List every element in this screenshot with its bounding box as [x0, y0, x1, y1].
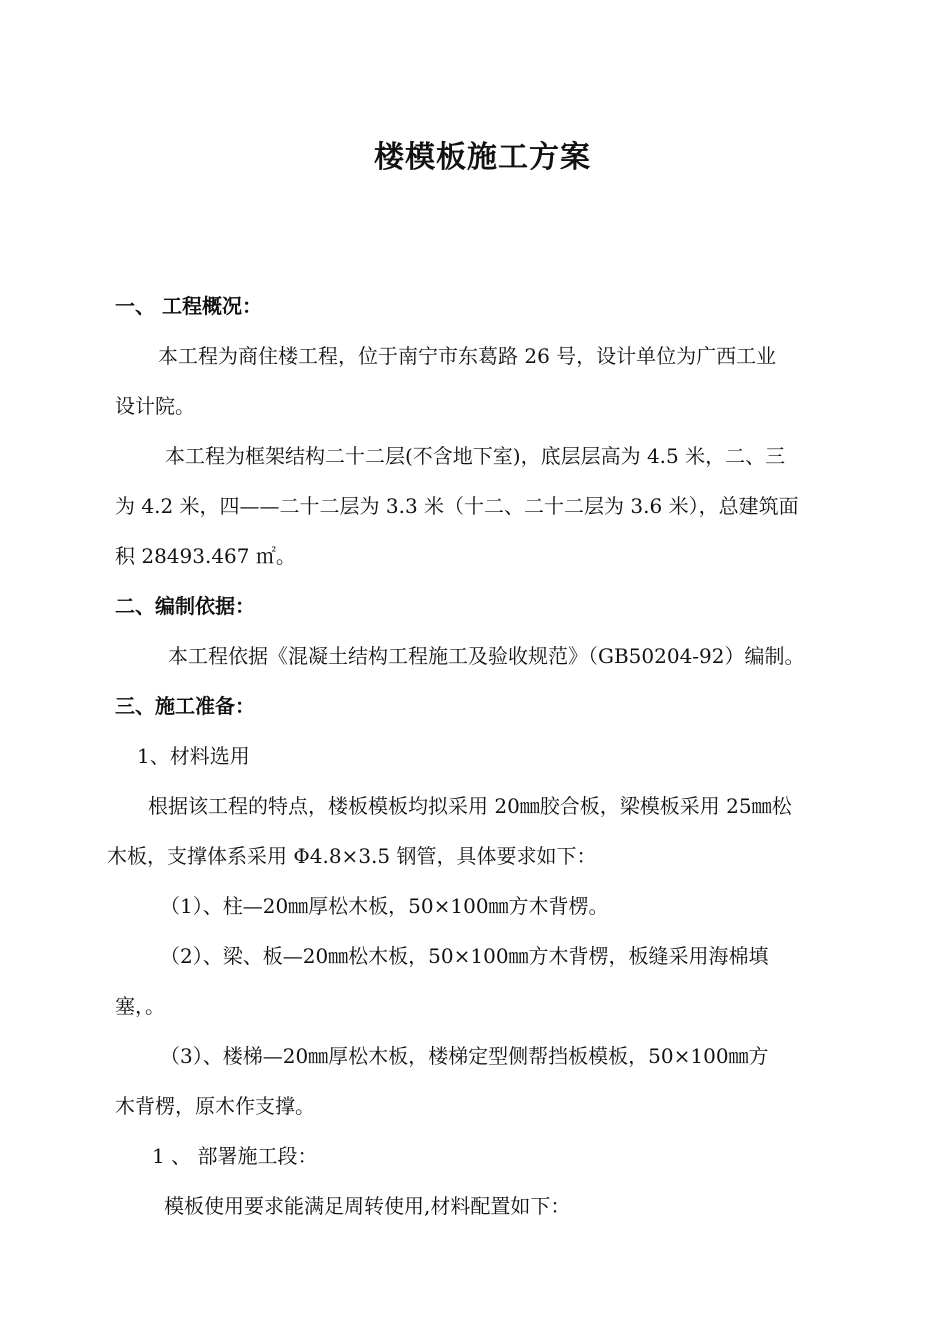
overview-paragraph-1-line-1: 本工程为商住楼工程，位于南宁市东葛路 26 号，设计单位为广西工业	[158, 344, 777, 368]
section-heading-basis: 二、编制依据：	[115, 594, 255, 618]
section-heading-preparation: 三、施工准备：	[115, 694, 255, 718]
overview-paragraph-1-line-2: 设计院。	[115, 394, 195, 418]
materials-item-3-line-2: 木背楞，原木作支撑。	[115, 1094, 315, 1118]
overview-paragraph-2-line-1: 本工程为框架结构二十二层(不含地下室)，底层层高为 4.5 米，二、三	[165, 444, 786, 468]
materials-paragraph-line-2: 木板，支撑体系采用 Φ4.8×3.5 钢管，具体要求如下：	[107, 844, 597, 868]
materials-item-2-line-2: 塞，。	[115, 994, 165, 1018]
materials-paragraph-line-1: 根据该工程的特点，楼板模板均拟采用 20㎜胶合板，梁模板采用 25㎜松	[148, 794, 792, 818]
overview-paragraph-2-line-3: 积 28493.467 ㎡。	[115, 544, 296, 568]
materials-item-2-line-1: （2）、梁、板—20㎜松木板，50×100㎜方木背楞，板缝采用海棉填	[160, 944, 769, 968]
basis-paragraph: 本工程依据《混凝土结构工程施工及验收规范》（GB50204-92）编制。	[168, 644, 805, 668]
subheading-deployment: 1 、 部署施工段：	[152, 1144, 318, 1168]
subheading-materials: 1、材料选用	[137, 744, 250, 768]
page-title: 楼模板施工方案	[374, 140, 591, 175]
materials-item-3-line-1: （3）、楼梯—20㎜厚松木板，楼梯定型侧帮挡板模板，50×100㎜方	[160, 1044, 769, 1068]
materials-item-1: （1）、柱—20㎜厚松木板，50×100㎜方木背楞。	[160, 894, 609, 918]
overview-paragraph-2-line-2: 为 4.2 米，四——二十二层为 3.3 米（十二、二十二层为 3.6 米），总建筑面	[115, 494, 799, 518]
section-heading-overview: 一、 工程概况：	[115, 294, 262, 318]
deployment-paragraph: 模板使用要求能满足周转使用,材料配置如下：	[164, 1194, 571, 1218]
